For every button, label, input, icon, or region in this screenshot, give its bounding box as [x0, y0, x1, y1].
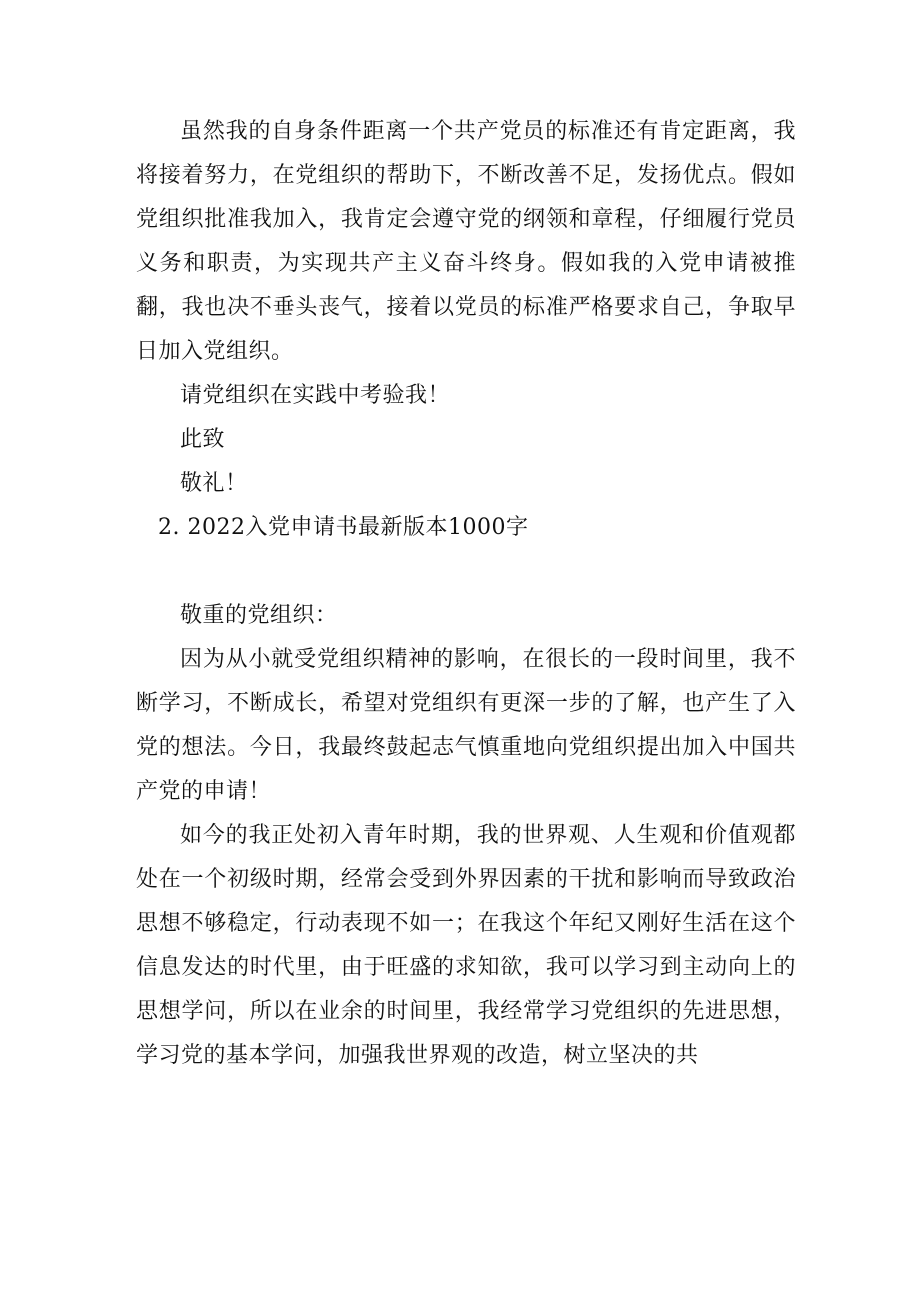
paragraph-commitment: 虽然我的自身条件距离一个共产党员的标准还有肯定距离，我将接着努力，在党组织的帮助下，不断改善不足，发扬优点。假如党组织批准我加入，我肯定会遵守党的纲领和章程，仔细履行党员义务和职责，为实现共产主义奋斗终身。假如我的入党申请被推翻，我也决不垂头丧气，接着以党员的标准严格要求自己，争取早日加入党组织。 — [136, 119, 796, 364]
blank-line — [136, 550, 796, 594]
closing-jingli: 敬礼！ — [180, 471, 248, 496]
paragraph-test-request: 请党组织在实践中考验我！ — [180, 383, 451, 408]
paragraph-motivation: 因为从小就受党组织精神的影响，在很长的一段时间里，我不断学习，不断成长，希望对党组织有更深一步的了解，也产生了入党的想法。今日，我最终鼓起志气慎重地向党组织提出加入中国共产党的申请！ — [136, 647, 796, 804]
salutation: 敬重的党组织： — [180, 603, 338, 628]
document-text — [136, 110, 796, 1078]
closing-cizhi: 此致 — [180, 427, 226, 452]
section-heading: 2. 2022入党申请书最新版本1000字 — [158, 515, 529, 540]
paragraph-current-state: 如今的我正处初入青年时期，我的世界观、人生观和价值观都处在一个初级时期，经常会受到外界因素的干扰和影响而导致政治思想不够稳定，行动表现不如一；在我这个年纪又刚好生活在这个信息发达的时代里，由于旺盛的求知欲，我可以学习到主动向上的思想学问，所以在业余的时间里，我经常学习党组织的先进思想，学习党的基本学问，加强我世界观的改造，树立坚决的共 — [136, 823, 796, 1068]
